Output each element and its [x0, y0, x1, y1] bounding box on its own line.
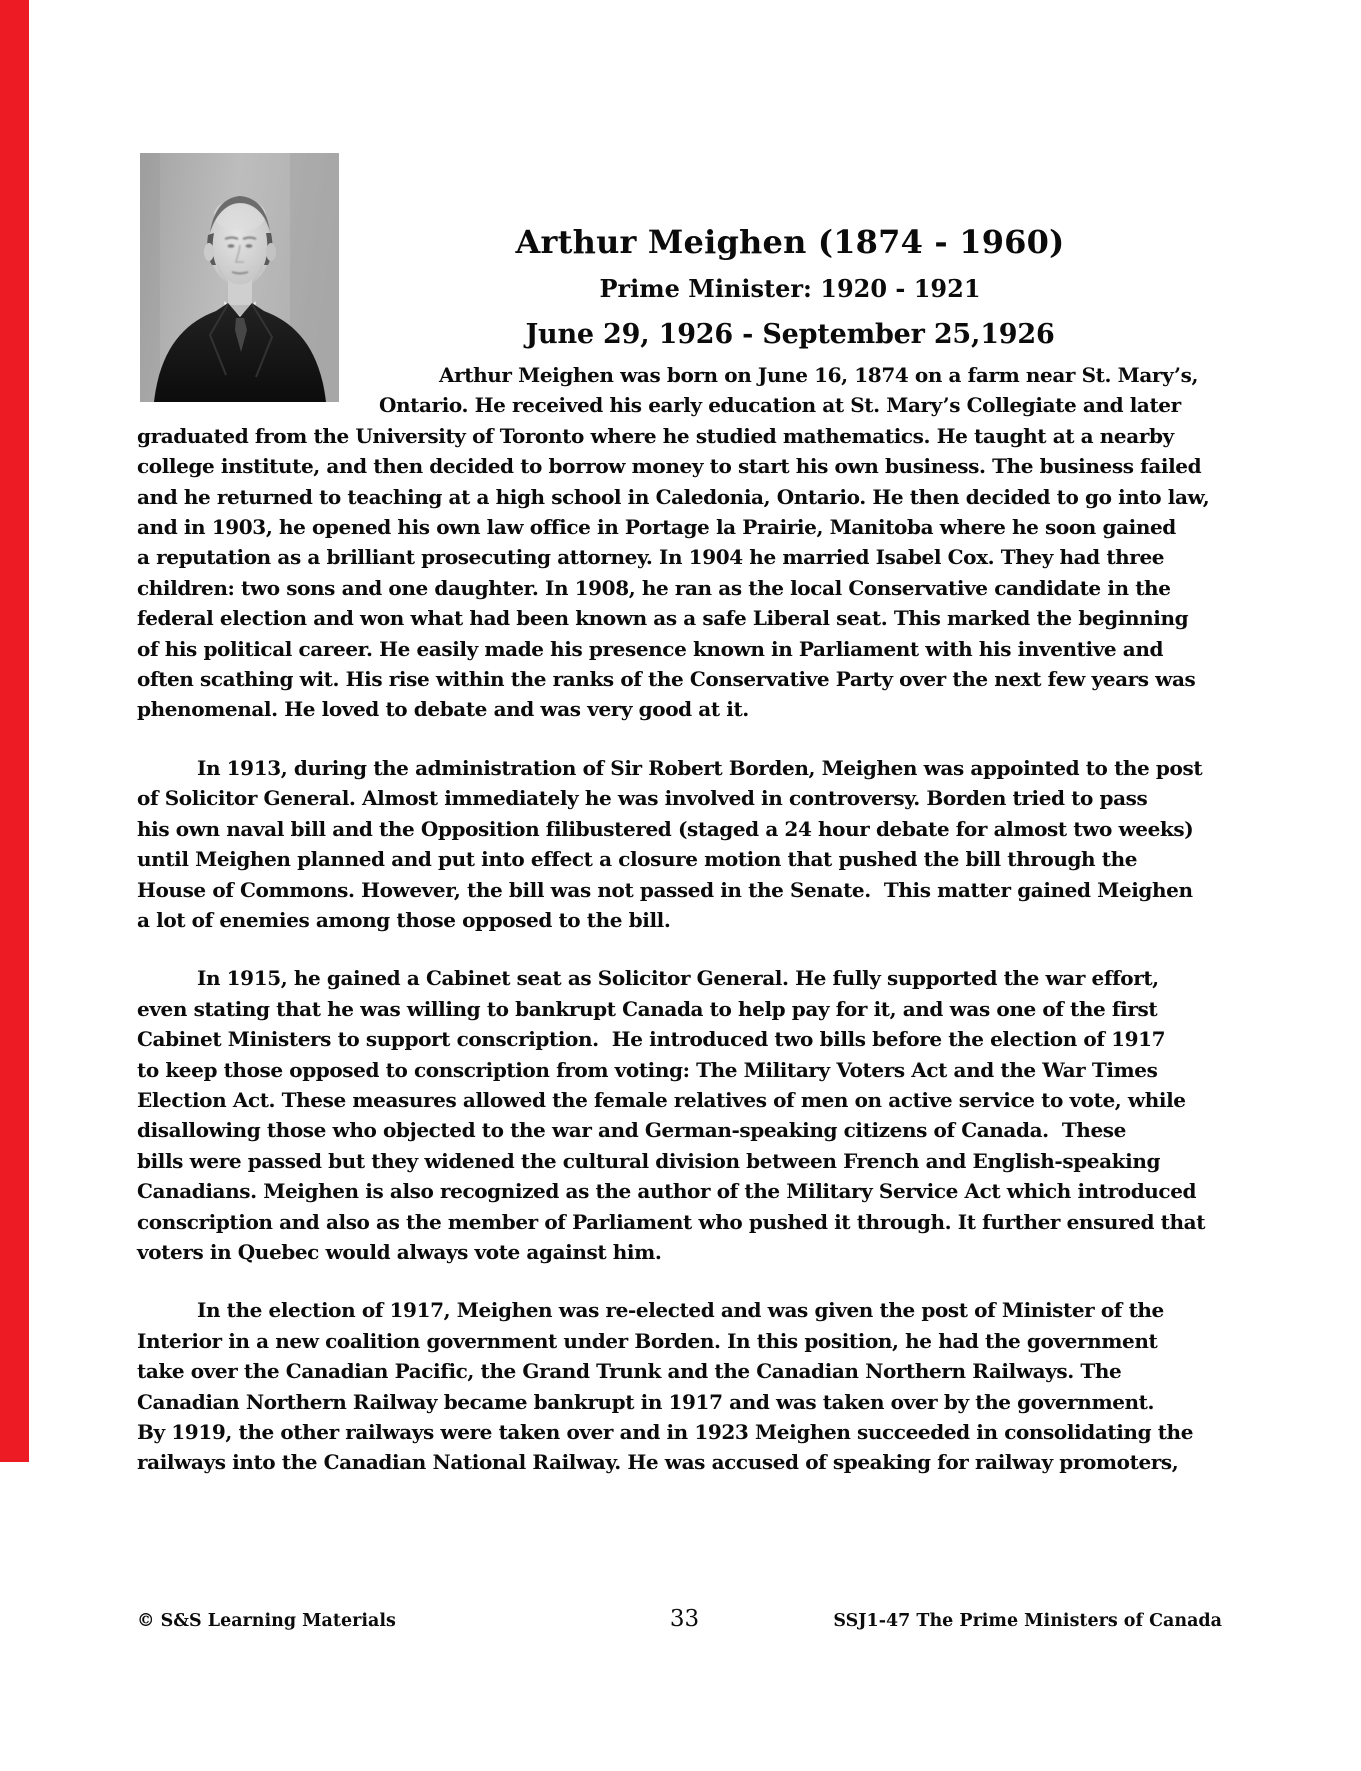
title-block	[340, 218, 1240, 358]
text-line: a reputation as a brilliant prosecuting attorney. In 1904 he married Isabel Cox. They had three	[137, 545, 1165, 570]
text-line: Ontario. He received his early education at St. Mary’s Collegiate and later	[379, 393, 1181, 418]
paragraph	[137, 1295, 1247, 1477]
text-line: Canadian Northern Railway became bankrupt in 1917 and was taken over by the government.	[137, 1389, 1155, 1414]
text-line: Canadians. Meighen is also recognized as the author of the Military Service Act which introduced	[137, 1179, 1197, 1204]
text-line: House of Commons. However, the bill was not passed in the Senate. This matter gained Meighen	[137, 877, 1193, 902]
text-line: his own naval bill and the Opposition filibustered (staged a 24 hour debate for almost two weeks)	[137, 816, 1194, 841]
text-line: Election Act. These measures allowed the female relatives of men on active service to vote, while	[137, 1087, 1186, 1112]
text-line: conscription and also as the member of Parliament who pushed it through. It further ensured that	[137, 1209, 1206, 1234]
text-line: and in 1903, he opened his own law office in Portage la Prairie, Manitoba where he soon gained	[137, 515, 1176, 540]
subtitle-first-term: Prime Minister: 1920 - 1921	[599, 274, 981, 303]
text-line: of Solicitor General. Almost immediately he was involved in controversy. Borden tried to pass	[137, 786, 1148, 811]
text-line: railways into the Canadian National Railway. He was accused of speaking for railway promoters,	[137, 1450, 1179, 1475]
text-line: Cabinet Ministers to support conscription. He introduced two bills before the election of 1917	[137, 1027, 1166, 1052]
text-line: Interior in a new coalition government under Borden. In this position, he had the government	[137, 1328, 1158, 1353]
text-line: take over the Canadian Pacific, the Grand Trunk and the Canadian Northern Railways. The	[137, 1359, 1122, 1384]
text-line: In the election of 1917, Meighen was re-elected and was given the post of Minister of the	[197, 1298, 1164, 1323]
text-line: In 1915, he gained a Cabinet seat as Solicitor General. He fully supported the war effort,	[197, 966, 1159, 991]
text-line: and he returned to teaching at a high school in Caledonia, Ontario. He then decided to go into law,	[137, 484, 1210, 509]
paragraph	[137, 963, 1247, 1267]
text-line: college institute, and then decided to borrow money to start his own business. The business failed	[137, 454, 1202, 479]
paragraph	[137, 753, 1247, 935]
text-line: disallowing those who objected to the war and German-speaking citizens of Canada. These	[137, 1118, 1126, 1143]
text-line: a lot of enemies among those opposed to the bill.	[137, 907, 671, 932]
article-body	[137, 360, 1247, 1478]
text-line: In 1913, during the administration of Sir Robert Borden, Meighen was appointed to the post	[197, 755, 1203, 780]
text-line: Arthur Meighen was born on June 16, 1874 on a farm near St. Mary’s,	[439, 363, 1199, 387]
page-footer	[0, 1608, 1361, 1638]
text-line: of his political career. He easily made his presence known in Parliament with his inventive and	[137, 636, 1164, 661]
text-line: phenomenal. He loved to debate and was very good at it.	[137, 697, 749, 722]
page-number: 33	[669, 1606, 700, 1632]
text-line: voters in Quebec would always vote against him.	[137, 1239, 662, 1264]
text-line: graduated from the University of Toronto where he studied mathematics. He taught at a nearby	[137, 423, 1174, 448]
text-line: to keep those opposed to conscription from voting: The Military Voters Act and the War Times	[137, 1057, 1158, 1082]
copyright-text: © S&S Learning Materials	[137, 1611, 396, 1631]
paragraph	[137, 360, 1247, 725]
subtitle-second-term: June 29, 1926 - September 25,1926	[525, 319, 1055, 350]
text-line: By 1919, the other railways were taken over and in 1923 Meighen succeeded in consolidating the	[137, 1420, 1194, 1444]
text-line: often scathing wit. His rise within the ranks of the Conservative Party over the next few years was	[137, 667, 1196, 692]
text-line: bills were passed but they widened the cultural division between French and English-speaking	[137, 1148, 1161, 1173]
red-edge-bar	[0, 0, 29, 1462]
page-title: Arthur Meighen (1874 - 1960)	[515, 223, 1065, 261]
series-title: SSJ1-47 The Prime Ministers of Canada	[833, 1611, 1222, 1631]
text-line: until Meighen planned and put into effect a closure motion that pushed the bill through the	[137, 847, 1138, 872]
text-line: even stating that he was willing to bankrupt Canada to help pay for it, and was one of the first	[137, 996, 1158, 1021]
text-line: children: two sons and one daughter. In 1908, he ran as the local Conservative candidate in the	[137, 575, 1171, 600]
text-line: federal election and won what had been known as a safe Liberal seat. This marked the beginning	[137, 606, 1189, 631]
